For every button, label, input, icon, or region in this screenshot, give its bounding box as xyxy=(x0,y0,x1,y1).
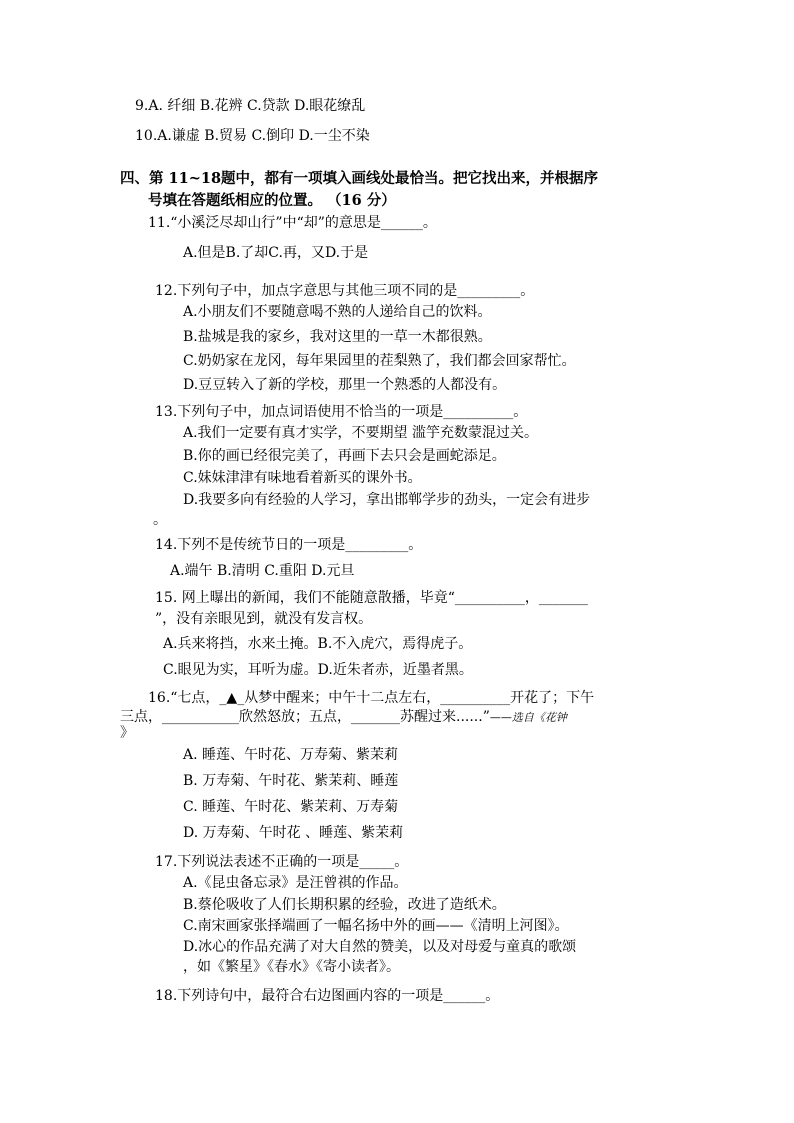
q14-stem: 14.下列不是传统节日的一项是_________。 xyxy=(155,537,423,553)
q15-stem: 15. 网上曝出的新闻，我们不能随意散播，毕竟“__________，_______ xyxy=(155,590,588,606)
q16-option-a: A. 睡莲、午时花、万寿菊、紫茉莉 xyxy=(183,747,399,763)
q14-options: A.端午 B.清明 C.重阳 D.元旦 xyxy=(170,563,355,579)
q17-option-a: A.《昆虫备忘录》是汪曾祺的作品。 xyxy=(183,875,408,891)
q16-stem-cont-text: 三点，___________欣然怒放；五点，_______苏醒过来......” xyxy=(120,709,490,725)
q9-line: 9.A. 纤细 B.花辨 C.贷款 D.眼花缭乱 xyxy=(135,98,366,114)
section4-heading: 四、第 11~18题中，都有一项填入画线处最恰当。把它找出来，并根据序 xyxy=(120,170,599,187)
q17-option-c: C.南宋画家张择端画了一幅名扬中外的画——《清明上河图》。 xyxy=(183,918,569,934)
q16-stem-end: 》 xyxy=(120,725,134,741)
q13-option-c: C.妹妹津津有味地看着新买的课外书。 xyxy=(183,470,422,486)
q17-option-d: D.冰心的作品充满了对大自然的赞美，以及对母爱与童真的歌颂 xyxy=(183,939,577,955)
section4-heading-cont: 号填在答题纸相应的位置。 （16 分） xyxy=(148,192,396,209)
q18-stem: 18.下列诗句中，最符合右边图画内容的一项是______。 xyxy=(155,988,500,1004)
q17-option-d-cont: ，如《繁星》《春水》《寄小读者》。 xyxy=(183,959,400,975)
q15-options-ab: A.兵来将挡，水来土掩。B.不入虎穴，焉得虎子。 xyxy=(163,636,473,652)
q16-option-c: C. 睡莲、午时花、紫茉莉、万寿菊 xyxy=(183,799,399,815)
q16-stem-cont xyxy=(120,708,567,727)
q17-stem: 17.下列说法表述不正确的一项是_____。 xyxy=(155,854,409,870)
q13-option-d: D.我要多向有经验的人学习，拿出邯郸学步的劲头，一定会有进步 xyxy=(183,492,591,508)
q11-stem: 11.“小溪泛尽却山行”中“却”的意思是______。 xyxy=(148,215,437,231)
q16-stem: 16.“七点，_▲_从梦中醒来；中午十二点左右，__________开花了；下午 xyxy=(148,690,595,706)
q12-stem: 12.下列句子中，加点字意思与其他三项不同的是_________。 xyxy=(155,283,535,299)
q15-options-cd: C.眼见为实，耳听为虚。D.近朱者赤，近墨者黑。 xyxy=(163,662,473,678)
q10-line: 10.A.谦虚 B.贸易 C.倒印 D.一尘不染 xyxy=(135,128,370,144)
q13-option-d-end: 。 xyxy=(153,512,167,528)
q16-option-b: B. 万寿菊、午时花、紫茉莉、睡莲 xyxy=(183,773,399,789)
q17-option-b: B.蔡伦吸收了人们长期积累的经验，改进了造纸术。 xyxy=(183,897,506,913)
q12-option-c: C.奶奶家在龙冈，每年果园里的茬梨熟了，我们都会回家帮忙。 xyxy=(183,353,576,369)
q15-stem-cont: ”，没有亲眼见到，就没有发言权。 xyxy=(155,611,373,627)
q12-option-d: D.豆豆转入了新的学校，那里一个熟悉的人都没有。 xyxy=(183,377,507,393)
q13-option-a: A.我们一定要有真才实学，不要期望 滥竽充数蒙混过关。 xyxy=(183,425,539,441)
q13-stem: 13.下列句子中，加点词语使用不恰当的一项是__________。 xyxy=(155,404,528,420)
q16-source: ——选自《花钟 xyxy=(489,711,567,724)
q11-options: A.但是B.了却C.再，又D.于是 xyxy=(183,245,369,261)
q12-option-b: B.盐城是我的家乡，我对这里的一草一木都很熟。 xyxy=(183,329,492,345)
q13-option-b: B.你的画已经很完美了，再画下去只会是画蛇添足。 xyxy=(183,448,506,464)
q16-option-d: D. 万寿菊、午时花 、睡莲、紫茉莉 xyxy=(183,825,404,841)
q12-option-a: A.小朋友们不要随意喝不熟的人递给自己的饮料。 xyxy=(183,304,492,320)
